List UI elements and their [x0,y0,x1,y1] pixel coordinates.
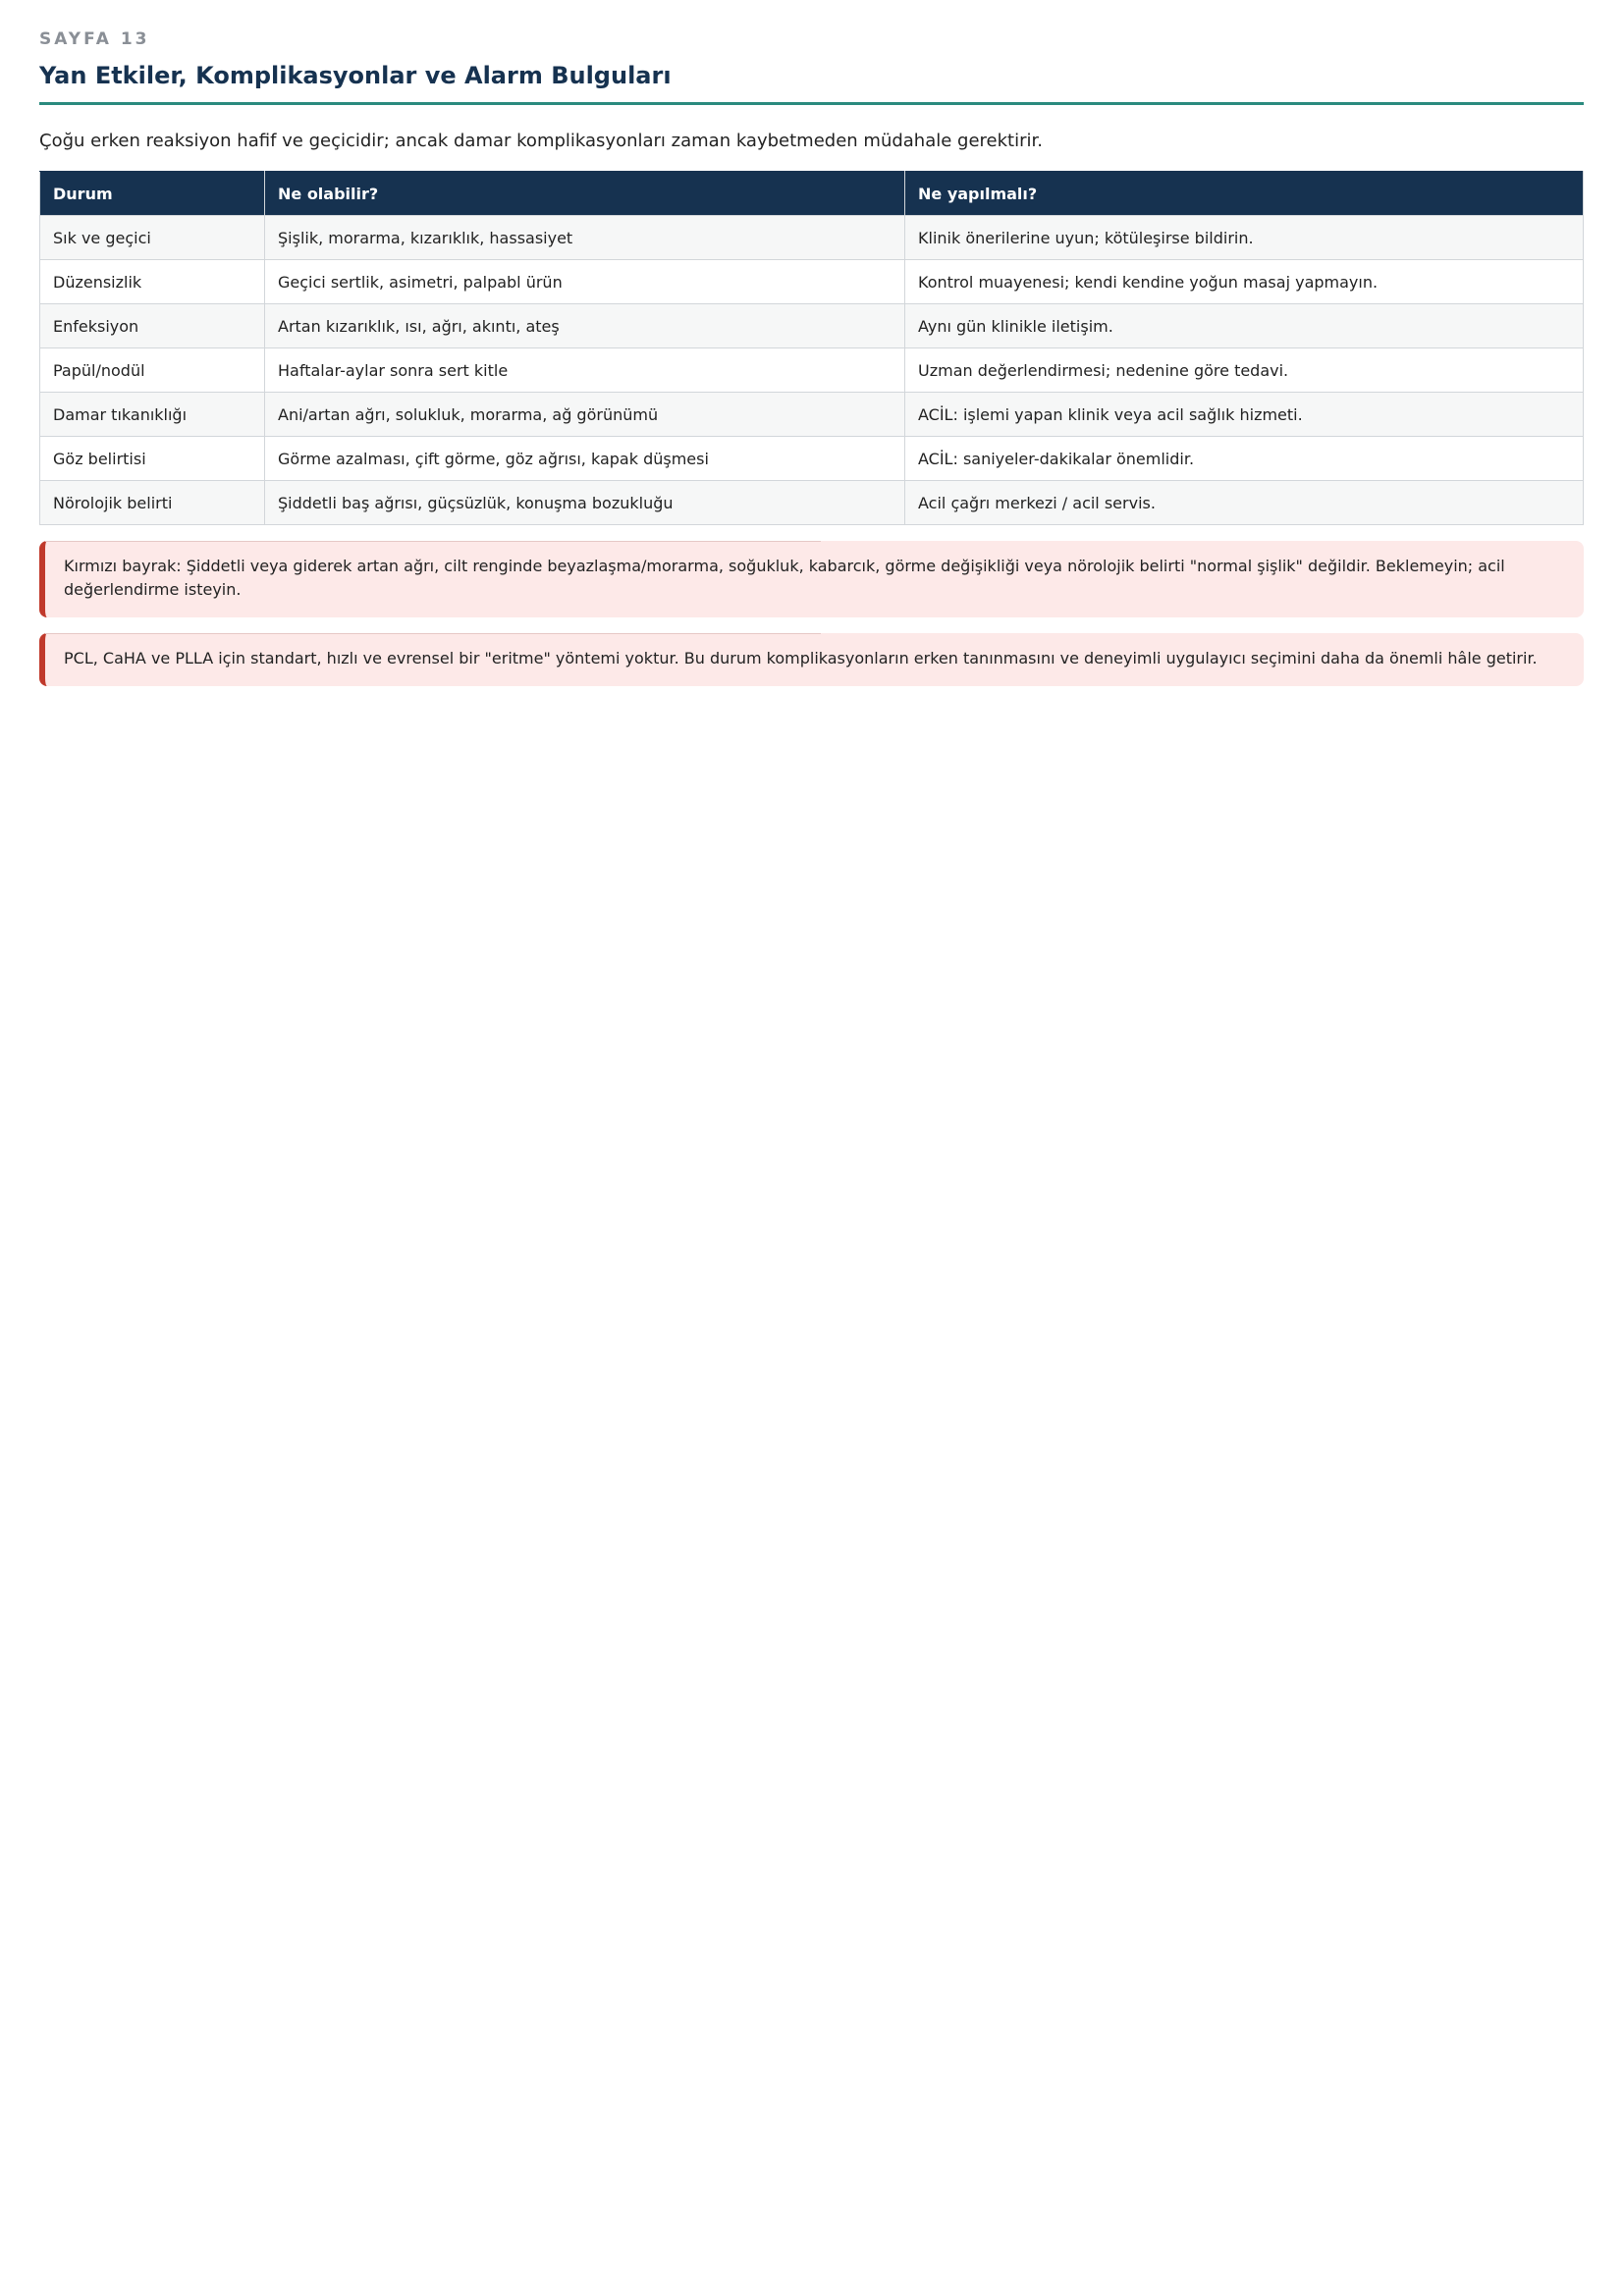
table-row [40,481,1584,525]
table-cell-symptoms: Geçici sertlik, asimetri, palpabl ürün [265,260,905,304]
page-number-label: SAYFA 13 [39,29,150,49]
table-cell-condition: Papül/nodül [40,348,265,393]
table-cell-symptoms: Ani/artan ağrı, solukluk, morarma, ağ görünümü [265,393,905,437]
table-cell-action: ACİL: saniyeler-dakikalar önemlidir. [905,437,1584,481]
table-cell-action: ACİL: işlemi yapan klinik veya acil sağlık hizmeti. [905,393,1584,437]
table-row [40,216,1584,260]
column-header-ne-olabilir: Ne olabilir? [265,172,905,216]
table-cell-symptoms: Görme azalması, çift görme, göz ağrısı, kapak düşmesi [265,437,905,481]
table-cell-condition: Göz belirtisi [40,437,265,481]
table-cell-symptoms: Şiddetli baş ağrısı, güçsüzlük, konuşma bozukluğu [265,481,905,525]
complications-table [39,171,1584,525]
table-cell-symptoms: Şişlik, morarma, kızarıklık, hassasiyet [265,216,905,260]
page-title: Yan Etkiler, Komplikasyonlar ve Alarm Bulguları [39,49,1584,105]
table-row [40,260,1584,304]
table-row [40,437,1584,481]
table-row [40,304,1584,348]
table-cell-action: Acil çağrı merkezi / acil servis. [905,481,1584,525]
table-cell-condition: Enfeksiyon [40,304,265,348]
column-header-durum: Durum [40,172,265,216]
page [0,0,1623,686]
intro-paragraph: Çoğu erken reaksiyon hafif ve geçicidir; ancak damar komplikasyonları zaman kaybetmeden müdahale gerektirir. [39,131,1043,151]
red-flag-callout: Kırmızı bayrak: Şiddetli veya giderek artan ağrı, cilt renginde beyazlaşma/morarma, soğukluk, kabarcık, görme değişikliği veya nörolojik belirti "normal şişlik" değildir. Beklemeyin; acil değerlendirme isteyin. [39,541,1584,617]
no-dissolver-callout: PCL, CaHA ve PLLA için standart, hızlı ve evrensel bir "eritme" yöntemi yoktur. Bu durum komplikasyonların erken tanınmasını ve deneyimli uygulayıcı seçimini daha da önemli hâle getirir. [39,633,1584,686]
table-cell-condition: Nörolojik belirti [40,481,265,525]
table-cell-action: Kontrol muayenesi; kendi kendine yoğun masaj yapmayın. [905,260,1584,304]
table-row [40,348,1584,393]
table-row [40,393,1584,437]
table-cell-condition: Düzensizlik [40,260,265,304]
table-cell-action: Klinik önerilerine uyun; kötüleşirse bildirin. [905,216,1584,260]
table-header-row [40,172,1584,216]
table-cell-action: Uzman değerlendirmesi; nedenine göre tedavi. [905,348,1584,393]
table-cell-symptoms: Haftalar-aylar sonra sert kitle [265,348,905,393]
table-cell-symptoms: Artan kızarıklık, ısı, ağrı, akıntı, ateş [265,304,905,348]
table-cell-action: Aynı gün klinikle iletişim. [905,304,1584,348]
table-cell-condition: Sık ve geçici [40,216,265,260]
table-cell-condition: Damar tıkanıklığı [40,393,265,437]
column-header-ne-yapilmali: Ne yapılmalı? [905,172,1584,216]
